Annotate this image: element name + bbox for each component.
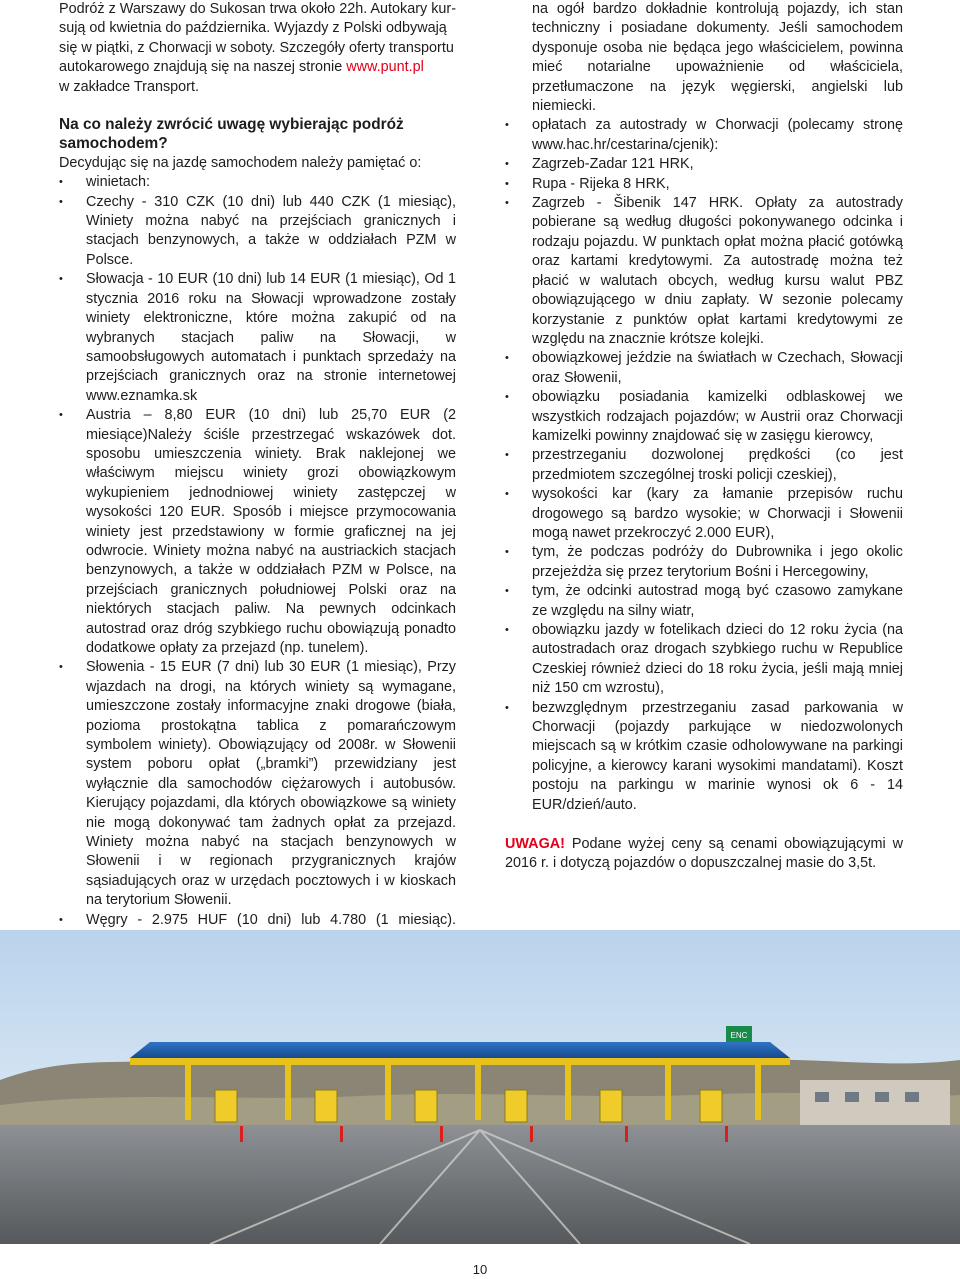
toll-plaza-illustration bbox=[0, 930, 960, 1244]
list-item: • winietach: bbox=[59, 173, 456, 192]
warning-text: Podane wyżej ceny są cenami obowiązującymi w 2016 r. i dotyczą pojazdów o dopuszczalnej masie do 3,5t. bbox=[505, 836, 903, 872]
list-item: • obowiązku posiadania kamizelki odblaskowej we wszystkich rodzajach pojazdów; w Austrii oraz Chorwacji kamizelki powinny znajdować się w zasięgu kierowcy, bbox=[505, 388, 903, 446]
list-item: • Zagrzeb - Šibenik 147 HRK. Opłaty za autostrady pobierane są według długości pokonywanego odcinka i rodzaju pojazdu. W punktach opłat można płacić gotówką oraz kartami kredytowymi. Za autostradę można też płacić w walutach obcych, według kursu walut PBZ obowiązującego w dniu zapłaty. W sezonie polecamy korzystanie z punktów opłat kartami kredytowymi ze względu na znacznie krótsze kolejki. bbox=[505, 194, 903, 349]
intro-line: w zakładce Transport. bbox=[59, 78, 199, 95]
list-item: • tym, że podczas podróży do Dubrownika i jego okolic przejeżdża się przez terytorium Bośni i Hercegowiny, bbox=[505, 543, 903, 582]
list-item: • tym, że odcinki autostrad mogą być czasowo zamykane ze względu na silny wiatr, bbox=[505, 582, 903, 621]
rules-list bbox=[505, 116, 903, 815]
intro-paragraph bbox=[59, 0, 456, 97]
vignette-list bbox=[59, 173, 456, 969]
warning-label: UWAGA! bbox=[505, 836, 565, 853]
list-item: • Węgry - 2.975 HUF (10 dni) lub 4.780 (1 miesiąc). bbox=[59, 911, 456, 969]
list-item: • opłatach za autostrady w Chorwacji (polecamy stronę www.hac.hr/cestarina/cjenik): bbox=[505, 116, 903, 155]
right-column bbox=[505, 0, 903, 874]
intro-line: sują od kwietnia do października. Wyjazdy z Polski odbywają bbox=[59, 20, 447, 37]
lead-text: Decydując się na jazdę samochodem należy pamiętać o: bbox=[59, 154, 422, 171]
intro-line: autokarowego znajdują się na naszej stronie bbox=[59, 59, 347, 76]
list-item: • Austria – 8,80 EUR (10 dni) lub 25,70 EUR (2 miesiące)Należy ściśle przestrzegać wskazówek dot. sposobu umieszczenia winiety. Brak naklejonej we właściwym miejscu winiety grozi obowiązkowym wykupieniem jednodniowej winiety zastępczej w wysokości 120 EUR. Sposób i miejsce przymocowania winiety jest przedstawiony w formie graficznej na jej odwrocie. Winiety można nabyć na austriackich stacjach benzynowych, a także w oddziałach PZM w Polsce, na przejściach granicznych południowej Polski oraz na niektórych stacjach paliw. Na pewnych odcinkach autostrad oraz dróg szybkiego ruchu obowiązują ponadto dodatkowe opłaty za przejazd (np. tunelem). bbox=[59, 406, 456, 658]
list-item: • przestrzeganiu dozwolonej prędkości (co jest przedmiotem szczególnej troski policji czeskiej), bbox=[505, 446, 903, 485]
intro-line: się w piątki, z Chorwacji w soboty. Szczegóły oferty transportu bbox=[59, 39, 454, 56]
enc-sign-text: ENC bbox=[730, 1031, 748, 1040]
list-item: • obowiązku jazdy w fotelikach dzieci do 12 roku życia (na autostradach oraz drogach szybkiego ruchu w Republice Czeskiej również dzieci do 18 roku życia, jeśli mają mniej niż 150 cm wzrostu), bbox=[505, 621, 903, 699]
list-item: • Słowacja - 10 EUR (10 dni) lub 14 EUR (1 miesiąc), Od 1 stycznia 2016 roku na Słowacji wprowadzone zostały winiety elektroniczne, które można zakupić od na wybranych stacjach paliw na Słowacji, w samoobsługowych automatach i punktach sprzedaży na przejściach granicznych oraz na stronie internetowej www.eznamka.sk bbox=[59, 270, 456, 406]
list-item: • Czechy - 310 CZK (10 dni) lub 440 CZK (1 miesiąc), Winiety można nabyć na przejściach granicznych i stacjach benzynowych, a także w oddziałach PZM w Polsce. bbox=[59, 193, 456, 271]
section-heading: Na co należy zwrócić uwagę wybierając podróż samochodem? bbox=[59, 116, 404, 153]
punt-link[interactable]: www.punt.pl bbox=[346, 59, 424, 76]
toll-plaza-photo bbox=[0, 930, 960, 1244]
list-item: • Zagrzeb-Zadar 121 HRK, bbox=[505, 155, 903, 174]
list-item: • Słowenia - 15 EUR (7 dni) lub 30 EUR (1 miesiąc), Przy wjazdach na drogi, na których winiety są wymagane, umieszczone zostały informacyjne znaki drogowe (biała, pozioma prostokątna tablica z pomarańczowym symbolem winiety). Obowiązujący od 2008r. w Słowenii system poboru opłat („bramki”) przewidziany jest wyłącznie dla samochodów ciężarowych i autobusów. Kierujący pojazdami, dla których obowiązkowe są winiety nie mogą dokonywać tam żadnych opłat za przejazd. Winiety można nabyć na stacjach benzynowych w Słowenii i w regionach przygranicznych krajów sąsiadujących oraz w urzędach pocztowych i w kioskach na terytorium Słowenii. bbox=[59, 658, 456, 910]
list-item: • bezwzględnym przestrzeganiu zasad parkowania w Chorwacji (pojazdy parkujące w niedozwolonych miejscach są w krótkim czasie odholowywane na parkingi policyjne, a kierowcy karani wysokimi mandatami). Koszt postoju na parkingu w marinie wynosi ok 6 - 14 EUR/dzień/auto. bbox=[505, 699, 903, 815]
page-number: 10 bbox=[472, 1262, 488, 1277]
continuation-paragraph: na ogół bardzo dokładnie kontrolują pojazdy, ich stan techniczny i posiadane dokumenty. Jeśli samochodem dysponuje osoba nie będąca jego właścicielem, powinna mieć notarialne upoważnienie od właściciela, przetłumaczone na język węgierski, angielski lub niemiecki. bbox=[532, 1, 903, 115]
list-item: • obowiązkowej jeździe na światłach w Czechach, Słowacji oraz Słowenii, bbox=[505, 349, 903, 388]
list-item: • Rupa - Rijeka 8 HRK, bbox=[505, 175, 903, 194]
warning-note bbox=[505, 835, 903, 874]
list-item: • wysokości kar (kary za łamanie przepisów ruchu drogowego są bardzo wysokie; w Chorwacji i Słowenii mogą nawet przekroczyć 2.000 EUR), bbox=[505, 485, 903, 543]
left-column bbox=[59, 0, 456, 969]
intro-line: Podróż z Warszawy do Sukosan trwa około 22h. Autokary kur- bbox=[59, 1, 456, 17]
